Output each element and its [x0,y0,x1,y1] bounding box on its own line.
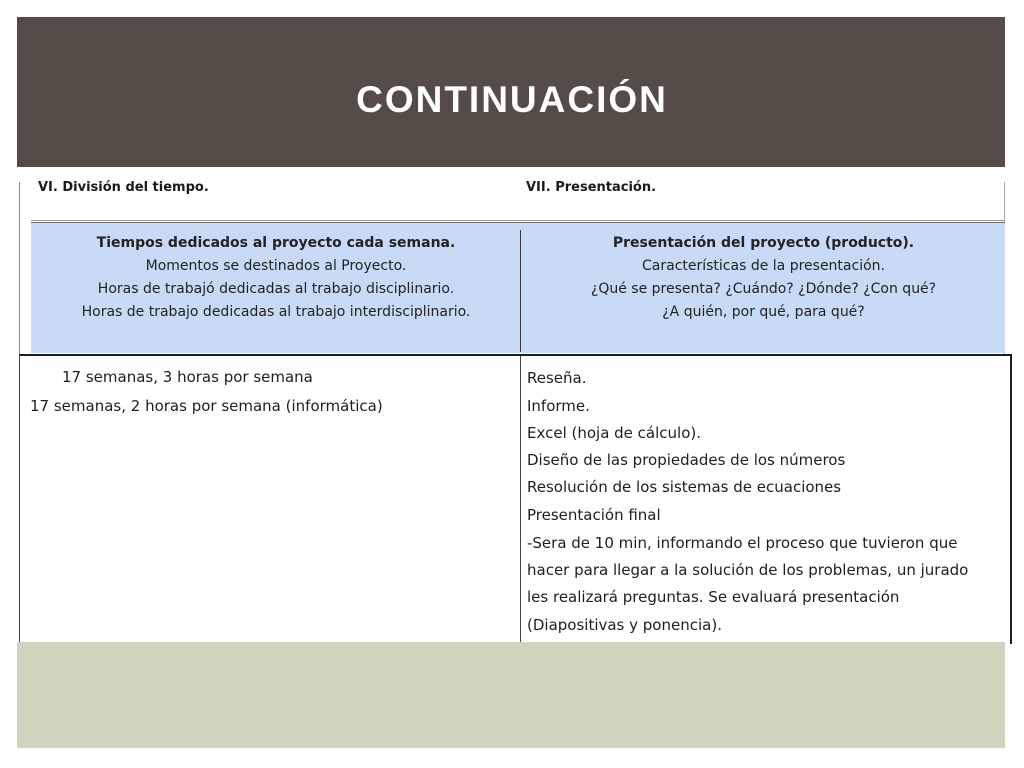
body-right-line: hacer para llegar a la solución de los problemas, un jurado [527,561,969,579]
body-right-line: Resolución de los sistemas de ecuaciones [527,478,842,496]
body-right-line: -Sera de 10 min, informando el proceso que tuvieron que [527,534,958,552]
header-right-line: ¿A quién, por qué, para qué? [662,304,865,320]
header-left-line: Horas de trabajo dedicadas al trabajo interdisciplinario. [81,304,471,320]
section-divider [31,220,1005,221]
body-right-line: (Diapositivas y ponencia). [527,616,722,634]
body-left-line: 17 semanas, 3 horas por semana [62,368,313,386]
header-right-line: ¿Qué se presenta? ¿Cuándo? ¿Dónde? ¿Con qué? [590,281,937,297]
header-left-line: Momentos se destinados al Proyecto. [145,258,407,274]
body-left-line: 17 semanas, 2 horas por semana (informática) [30,397,383,415]
footer-band [17,642,1005,748]
section-heading-presentation: VII. Presentación. [526,180,657,195]
body-right-line: Diseño de las propiedades de los números [527,451,846,469]
header-right-line: Características de la presentación. [642,258,885,274]
header-left-line: Tiempos dedicados al proyecto cada semana. [96,235,456,251]
header-cell-time [32,232,520,324]
section-heading-time: VI. División del tiempo. [38,180,209,195]
body-right-line: les realizará preguntas. Se evaluará presentación [527,588,900,606]
body-column-divider [520,356,521,642]
header-column-divider [520,230,521,352]
body-right-line: Reseña. [527,369,587,387]
body-right-line: Excel (hoja de cálculo). [527,424,702,442]
header-right-line: Presentación del proyecto (producto). [612,235,915,251]
header-cell-presentation [522,232,1005,324]
body-right-line: Presentación final [527,506,661,524]
body-right-line: Informe. [527,397,590,415]
table-left-border [19,182,20,354]
header-left-line: Horas de trabajó dedicadas al trabajo disciplinario. [97,281,455,297]
slide-title: CONTINUACIÓN [356,79,668,120]
